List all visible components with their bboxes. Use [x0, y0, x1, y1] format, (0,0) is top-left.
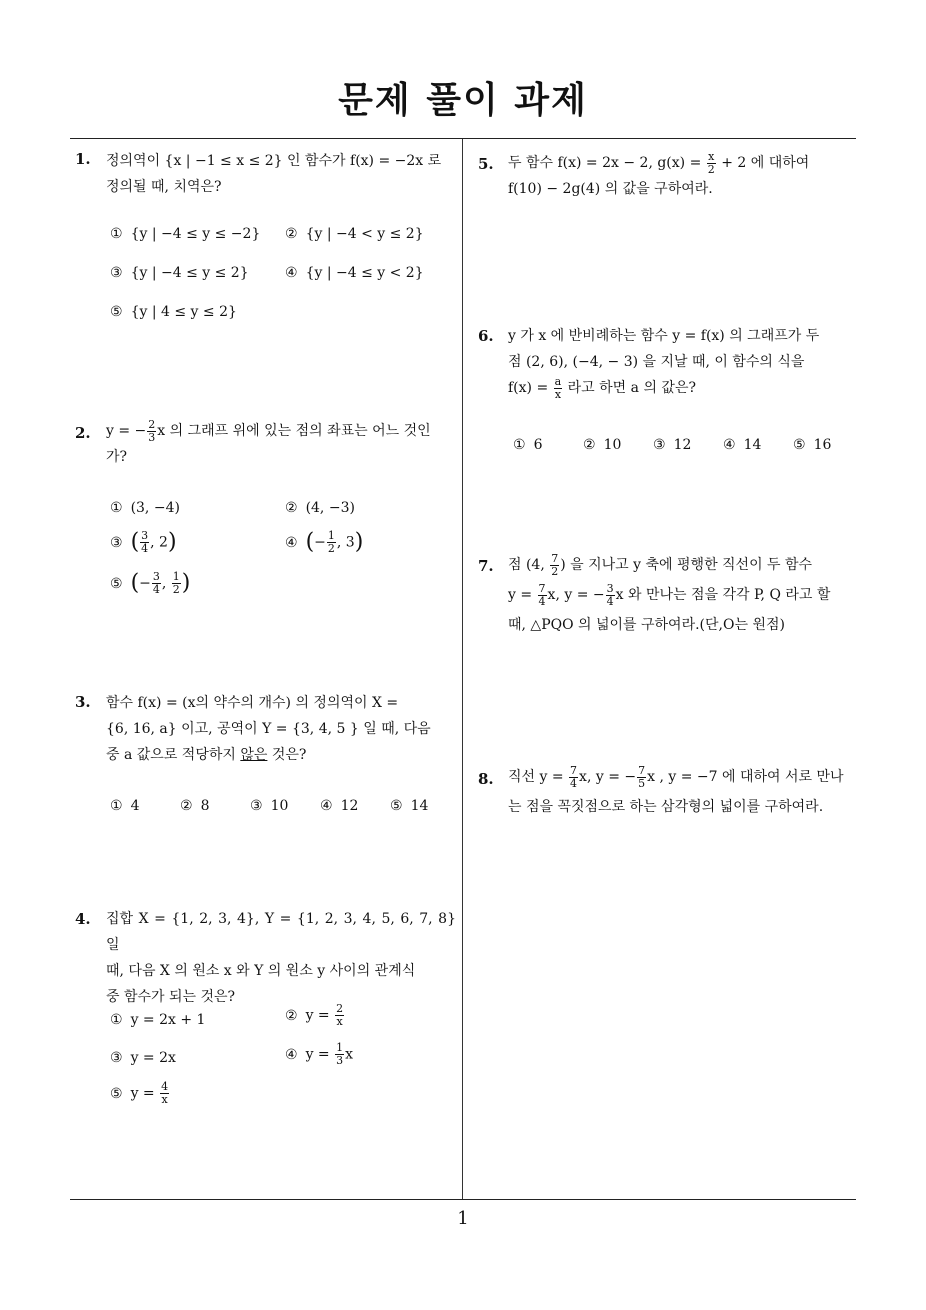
- question-line: 집합 X = {1, 2, 3, 4}, Y = {1, 2, 3, 4, 5, 6, 7, 8} 일: [106, 911, 456, 953]
- problem-number: 1.: [75, 150, 91, 168]
- question-line: 가?: [106, 449, 128, 465]
- option-1[interactable]: ① 6: [513, 437, 543, 453]
- problem-number: 5.: [478, 155, 494, 173]
- question-line: 중 a 값으로 적당하지 않은 것은?: [106, 747, 307, 763]
- problem-number: 4.: [75, 910, 91, 928]
- option-1[interactable]: ① 4: [110, 798, 140, 814]
- option-2[interactable]: ② {y | −4 < y ≤ 2}: [285, 226, 424, 242]
- question-line: f(10) − 2g(4) 의 값을 구하여라.: [508, 181, 713, 197]
- option-5[interactable]: ⑤ 16: [793, 437, 832, 453]
- option-2[interactable]: ② 8: [180, 798, 210, 814]
- option-5[interactable]: ⑤ 14: [390, 798, 429, 814]
- problem-number: 8.: [478, 770, 494, 788]
- option-4[interactable]: ④ 12: [320, 798, 359, 814]
- problem-number: 6.: [478, 327, 494, 345]
- question-line: y = $\frac{7}{4}$ x, y = − $\frac{3}{4}$ x 와 만나는 점을 각각 P, Q 라고 할: [508, 581, 831, 608]
- question-line: 정의역이 {x | −1 ≤ x ≤ 2} 인 함수가 f(x) = −2x 로: [106, 153, 442, 169]
- question-line: f(x) = $\frac{a}{x}$ 라고 하면 a 의 값은?: [508, 374, 696, 401]
- page-title: 문제 풀이 과제: [338, 80, 588, 121]
- option-4[interactable]: ④ (− $\frac{1}{2}$ , 3): [285, 529, 364, 555]
- option-5[interactable]: ⑤ y = $\frac{4}{x}$: [110, 1080, 169, 1106]
- problem-number: 2.: [75, 424, 91, 442]
- option-4[interactable]: ④ {y | −4 ≤ y < 2}: [285, 265, 424, 281]
- question-line: 직선 y = $\frac{7}{4}$ x, y = − $\frac{7}{5}$ x , y = −7 에 대하여 서로 만나: [508, 763, 844, 790]
- column-divider: [462, 139, 463, 1200]
- question-line: 때, 다음 X 의 원소 x 와 Y 의 원소 y 사이의 관계식: [106, 963, 416, 979]
- option-5[interactable]: ⑤ (− $\frac{3}{4}$ , $\frac{1}{2}$ ): [110, 570, 191, 596]
- question-line: 두 함수 f(x) = 2x − 2, g(x) = $\frac{x}{2}$ + 2 에 대하여: [508, 149, 810, 176]
- option-3[interactable]: ③ ( $\frac{3}{4}$ , 2): [110, 529, 177, 555]
- question-line: 함수 f(x) = (x의 약수의 개수) 의 정의역이 X =: [106, 695, 399, 711]
- question-line: 는 점을 꼭짓점으로 하는 삼각형의 넓이를 구하여라.: [508, 799, 824, 815]
- question-line: 점 (4, $\frac{7}{2}$ ) 을 지나고 y 축에 평행한 직선이 두 함수: [508, 551, 813, 578]
- question-line: y = − $\frac{2}{3}$ x 의 그래프 위에 있는 점의 좌표는 어느 것인: [106, 417, 431, 444]
- option-2[interactable]: ② (4, −3): [285, 500, 355, 516]
- question-line: {6, 16, a} 이고, 공역이 Y = {3, 4, 5 } 일 때, 다음: [106, 721, 431, 737]
- option-1[interactable]: ① {y | −4 ≤ y ≤ −2}: [110, 226, 261, 242]
- option-2[interactable]: ② 10: [583, 437, 622, 453]
- question-line: 중 함수가 되는 것은?: [106, 989, 236, 1005]
- problem-number: 7.: [478, 557, 494, 575]
- bottom-rule: [70, 1199, 856, 1200]
- option-3[interactable]: ③ 10: [250, 798, 289, 814]
- page-number: 1: [457, 1208, 469, 1229]
- option-1[interactable]: ① y = 2x + 1: [110, 1012, 206, 1028]
- option-4[interactable]: ④ y = $\frac{1}{3}$ x: [285, 1041, 354, 1067]
- option-3[interactable]: ③ y = 2x: [110, 1050, 176, 1066]
- question-line: y 가 x 에 반비례하는 함수 y = f(x) 의 그래프가 두: [508, 328, 820, 344]
- option-4[interactable]: ④ 14: [723, 437, 762, 453]
- option-1[interactable]: ① (3, −4): [110, 500, 180, 516]
- question-line: 점 (2, 6), (−4, − 3) 을 지날 때, 이 함수의 식을: [508, 354, 805, 370]
- question-line: 때, △PQO 의 넓이를 구하여라.(단,O는 원점): [508, 617, 785, 633]
- option-5[interactable]: ⑤ {y | 4 ≤ y ≤ 2}: [110, 304, 237, 320]
- top-rule: [70, 138, 856, 139]
- option-2[interactable]: ② y = $\frac{2}{x}$: [285, 1002, 344, 1028]
- problem-number: 3.: [75, 693, 91, 711]
- question-line: 정의될 때, 치역은?: [106, 179, 222, 195]
- option-3[interactable]: ③ 12: [653, 437, 692, 453]
- option-3[interactable]: ③ {y | −4 ≤ y ≤ 2}: [110, 265, 249, 281]
